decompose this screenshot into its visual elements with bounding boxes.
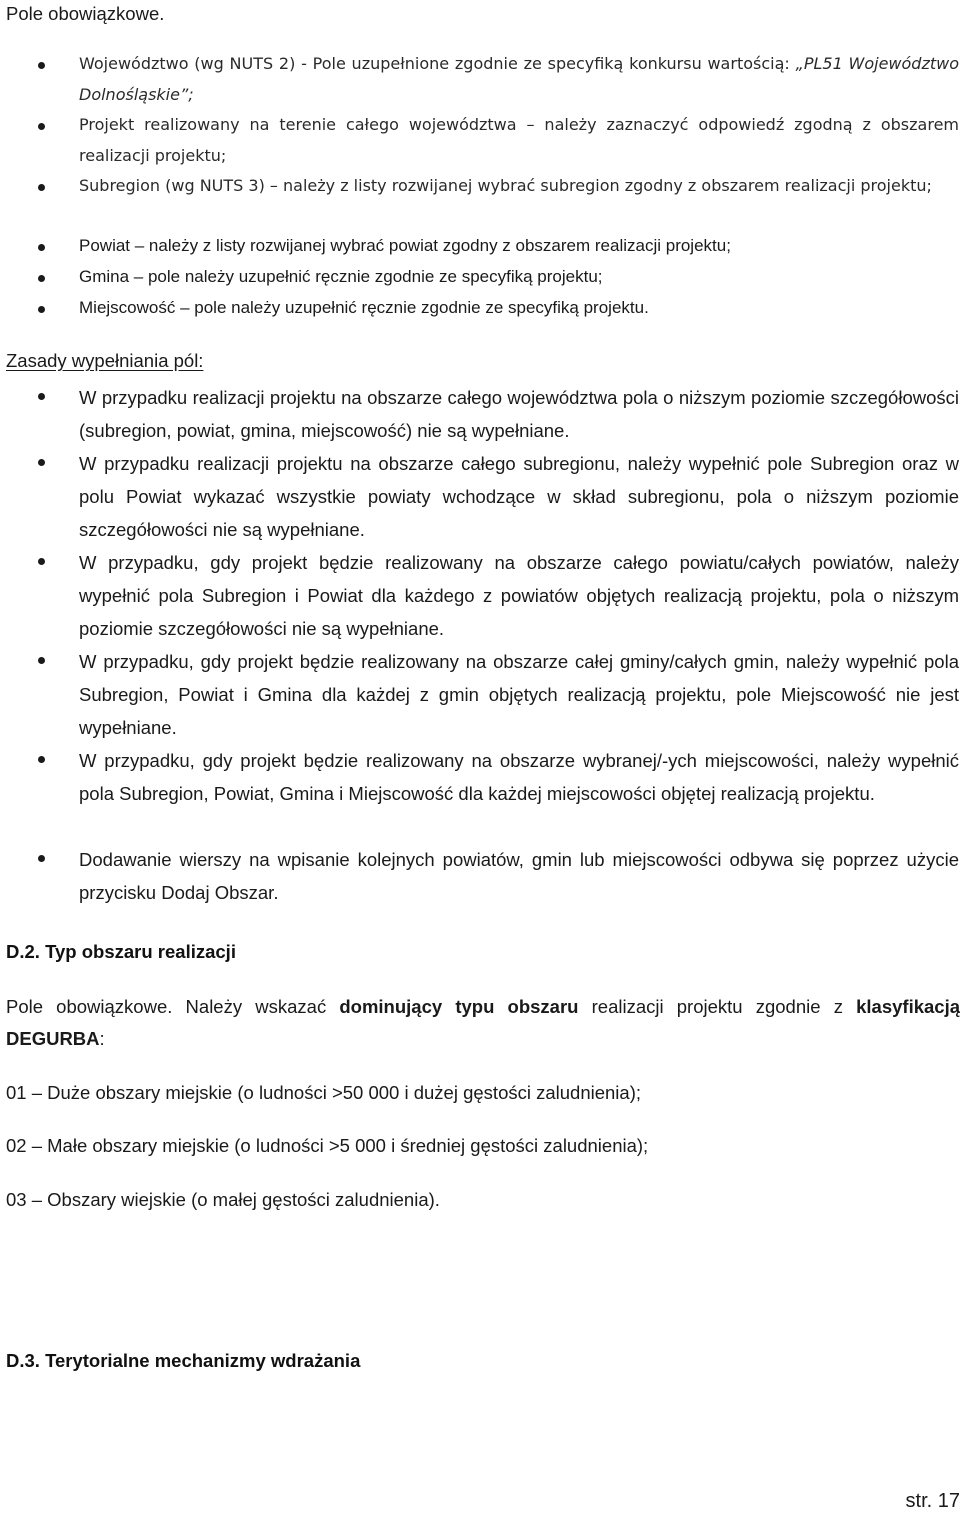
list-item-text: Powiat – należy z listy rozwijanej wybrać powiat zgodny z obszarem realizacji projektu; xyxy=(79,236,731,255)
bullet-icon xyxy=(38,756,45,763)
bullet-icon xyxy=(38,184,45,191)
page-number: str. 17 xyxy=(905,1490,960,1512)
section-d2-paragraph xyxy=(6,991,960,1055)
bullet-icon xyxy=(38,393,45,400)
list-item-text: W przypadku, gdy projekt będzie realizowany na obszarze całego powiatu/całych powiatów, należy wypełnić pola Subregion i Powiat dla każdego z powiatów objętych realizacją projektu, pola o niższym poziomie szczegółowości nie są wypełniane. xyxy=(79,552,959,639)
list-item-text: W przypadku realizacji projektu na obszarze całego województwa pola o niższym poziomie szczegółowości (subregion, powiat, gmina, miejscowość) nie są wypełniane. xyxy=(79,387,959,441)
rules-heading: Zasady wypełniania pól: xyxy=(6,350,204,371)
list-item-italic-text: „PL51 Województwo Dolnośląskie”; xyxy=(79,54,959,104)
section-heading-d3: D.3. Terytorialne mechanizmy wdrażania xyxy=(6,1350,361,1371)
list-item-text: W przypadku, gdy projekt będzie realizowany na obszarze wybranej/-ych miejscowości, należy wypełnić pola Subregion, Powiat, Gmina i Miejscowość dla każdej miejscowości objętej realizacją projektu. xyxy=(79,750,959,804)
paragraph-text: Pole obowiązkowe. Należy wskazać xyxy=(6,996,340,1017)
section-heading-d2: D.2. Typ obszaru realizacji xyxy=(6,941,236,962)
paragraph-text: realizacji projektu zgodnie z xyxy=(578,996,857,1017)
degurba-code-03: 03 – Obszary wiejskie (o małej gęstości zaludnienia). xyxy=(6,1189,440,1210)
bullet-icon xyxy=(38,306,45,313)
degurba-code-02: 02 – Małe obszary miejskie (o ludności >5 000 i średniej gęstości zaludnienia); xyxy=(6,1135,649,1156)
bullet-icon xyxy=(38,123,45,130)
bullet-icon xyxy=(38,558,45,565)
list-item-text: W przypadku realizacji projektu na obszarze całego subregionu, należy wypełnić pole Subregion oraz w polu Powiat wykazać wszystkie powiaty wchodzące w skład subregionu, pola o niższym poziomie szczegółowości nie są wypełniane. xyxy=(79,453,959,540)
list-item-text: Miejscowość – pole należy uzupełnić ręcznie zgodnie ze specyfiką projektu. xyxy=(79,298,649,317)
paragraph-text: : xyxy=(99,1028,105,1049)
bullet-icon xyxy=(38,459,45,466)
intro-text: Pole obowiązkowe. xyxy=(6,3,165,24)
bullet-icon xyxy=(38,244,45,251)
list-item-text: Projekt realizowany na terenie całego województwa – należy zaznaczyć odpowiedź zgodną z obszarem realizacji projektu; xyxy=(79,115,959,165)
list-item-text: W przypadku, gdy projekt będzie realizowany na obszarze całej gminy/całych gmin, należy wypełnić pola Subregion, Powiat i Gmina dla każdej z gmin objętych realizacją projektu, pole Miejscowość nie jest wypełniane. xyxy=(79,651,959,738)
list-item-text: Dodawanie wierszy na wpisanie kolejnych powiatów, gmin lub miejscowości odbywa się poprzez użycie przycisku Dodaj Obszar. xyxy=(79,849,959,903)
paragraph-bold-text: dominujący typu obszaru xyxy=(339,996,579,1017)
bullet-icon xyxy=(38,275,45,282)
list-item-text: Subregion (wg NUTS 3) – należy z listy rozwijanej wybrać subregion zgodny z obszarem realizacji projektu; xyxy=(79,176,932,195)
paragraph-bold-text: klasyfikacją DEGURBA xyxy=(6,996,960,1049)
degurba-code-01: 01 – Duże obszary miejskie (o ludności >50 000 i dużej gęstości zaludnienia); xyxy=(6,1082,642,1103)
list-item-text: Gmina – pole należy uzupełnić ręcznie zgodnie ze specyfiką projektu; xyxy=(79,267,603,286)
bullet-icon xyxy=(38,62,45,69)
bullet-icon xyxy=(38,657,45,664)
list-item-text: Województwo (wg NUTS 2) - Pole uzupełnione zgodnie ze specyfiką konkursu wartością: xyxy=(79,54,796,73)
bullet-icon xyxy=(38,855,45,862)
